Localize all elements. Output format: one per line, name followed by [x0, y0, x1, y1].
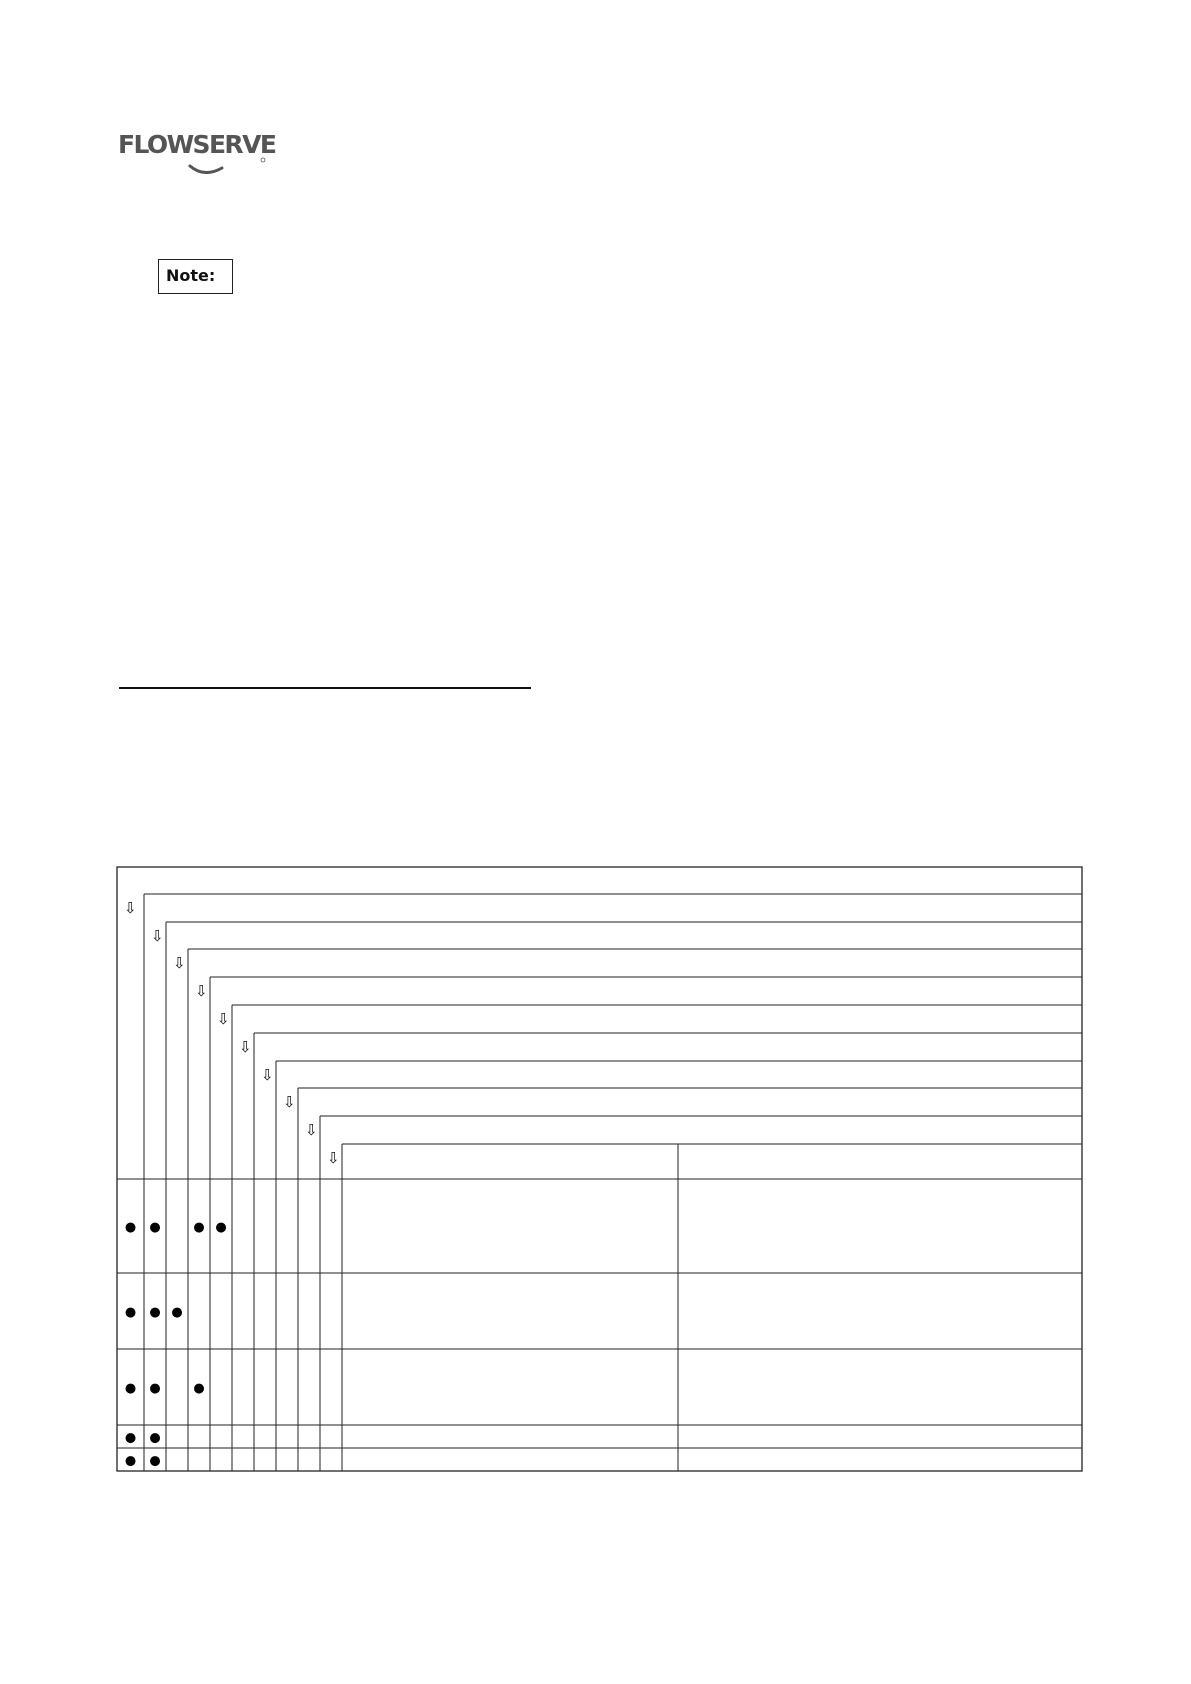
- bullet-mark: ●: [124, 1220, 137, 1235]
- down-arrow-icon: ⇩: [305, 1121, 318, 1139]
- bullet-mark: ●: [149, 1305, 161, 1320]
- bullet-mark: ●: [124, 1453, 137, 1469]
- bullet-mark: ●: [124, 1381, 137, 1396]
- bullet-mark: ●: [193, 1220, 205, 1235]
- down-arrow-icon: ⇩: [327, 1149, 340, 1167]
- down-arrow-icon: ⇩: [173, 954, 186, 972]
- down-arrow-icon: ⇩: [217, 1010, 230, 1028]
- table-frame: [117, 867, 1082, 1471]
- bullet-mark: ●: [193, 1381, 205, 1396]
- down-arrow-icon: ⇩: [239, 1038, 252, 1056]
- bullet-mark: ●: [124, 1305, 137, 1320]
- down-arrow-icon: ⇩: [151, 927, 164, 945]
- table-bullets: [125, 1220, 227, 1469]
- table-lines: [117, 867, 1082, 1471]
- down-arrow-icon: ⇩: [261, 1066, 274, 1084]
- bullet-mark: ●: [149, 1381, 161, 1396]
- bullet-mark: ●: [215, 1220, 227, 1235]
- down-arrow-icon: ⇩: [124, 899, 137, 917]
- note-label: Note:: [166, 266, 216, 285]
- bullet-mark: ●: [149, 1453, 161, 1469]
- logo-wordmark: FLOWSERVE: [118, 130, 276, 159]
- bullet-mark: ●: [149, 1430, 161, 1446]
- down-arrow-icon: ⇩: [195, 982, 208, 1000]
- bullet-mark: ●: [171, 1305, 183, 1320]
- bullet-mark: ●: [124, 1430, 137, 1446]
- down-arrow-icon: ⇩: [283, 1093, 296, 1111]
- bullet-mark: ●: [149, 1220, 161, 1235]
